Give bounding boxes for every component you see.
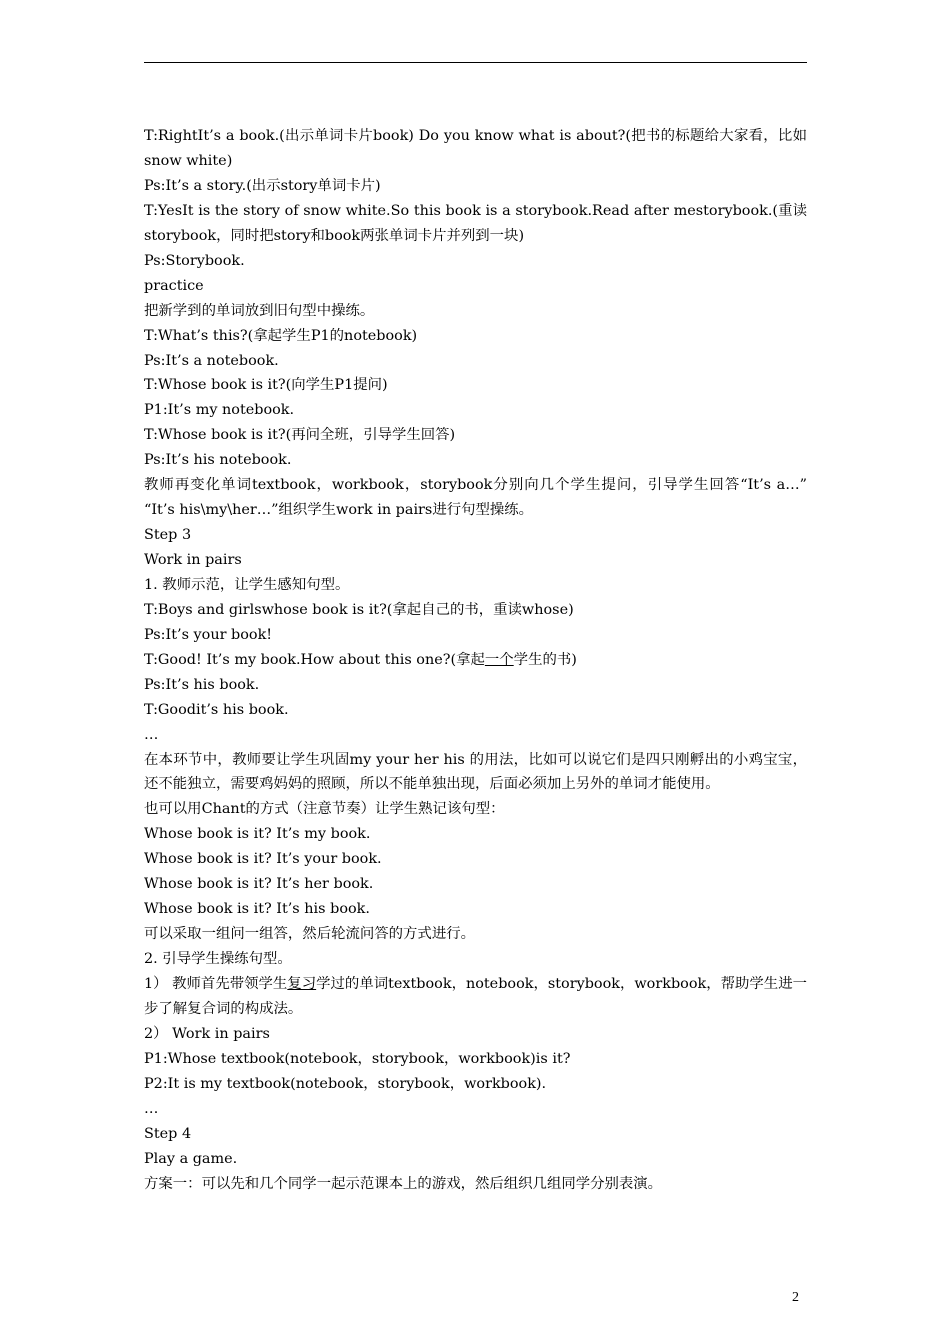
page-number: 2 <box>792 1290 799 1305</box>
section-heading: practice <box>144 277 204 294</box>
text-line: 可以采取一组问一组答，然后轮流问答的方式进行。 <box>144 926 475 943</box>
text-line: 1. 教师示范，让学生感知句型。 <box>144 576 350 593</box>
chant-line: Whose book is it? It’s her book. <box>144 876 374 893</box>
chant-line: Whose book is it? It’s his book. <box>144 901 370 918</box>
text-line: 2. 引导学生操练句型。 <box>144 951 292 968</box>
text-line: T:Boys and girlswhose book is it?(拿起自己的书，重读whose) <box>144 601 574 618</box>
header-rule <box>144 62 807 63</box>
text-line: 把新学到的单词放到旧句型中操练。 <box>144 302 375 319</box>
text-line: Work in pairs <box>144 552 242 569</box>
text-segment: 学过的单词textbook，notebook，storybook，workbook，帮助学生进一步了解复合词的构成法。 <box>144 976 807 1017</box>
step-heading: Step 4 <box>144 1125 192 1142</box>
text-line <box>144 648 807 673</box>
text-line: T:Goodit’s his book. <box>144 701 289 718</box>
text-line: 2） Work in pairs <box>144 1025 270 1042</box>
underlined-text: 一个 <box>484 651 514 668</box>
text-segment: 学生的书) <box>513 651 577 668</box>
text-segment: 1） 教师首先带领学生 <box>144 976 288 992</box>
text-line: Ps:It’s a notebook. <box>144 352 279 369</box>
text-line: T:YesIt is the story of snow white.So this book is a storybook.Read after mestorybook.(重读storybook，同时把story和book两张单词卡片并列到一块) <box>144 202 807 244</box>
text-segment: T:Good! It’s my book.How about this one?(拿起 <box>144 651 485 668</box>
text-line: T:What’s this?(拿起学生P1的notebook) <box>144 327 418 344</box>
text-line: Play a game. <box>144 1150 238 1167</box>
text-line: P1:It’s my notebook. <box>144 402 295 419</box>
document-body <box>144 124 807 1196</box>
text-line: T:Whose book is it?(再问全班，引导学生回答) <box>144 427 456 444</box>
text-line: Ps:It’s his notebook. <box>144 452 292 469</box>
underlined-text: 复习 <box>287 976 317 992</box>
text-line: 也可以用Chant的方式（注意节奏）让学生熟记该句型： <box>144 801 505 818</box>
text-line: Ps:It’s a story.(出示story单词卡片) <box>144 177 381 194</box>
text-line: 方案一：可以先和几个同学一起示范课本上的游戏，然后组织几组同学分别表演。 <box>144 1175 663 1192</box>
ellipsis: … <box>144 1100 159 1117</box>
chant-line: Whose book is it? It’s my book. <box>144 826 371 843</box>
text-line: T:RightIt’s a book.(出示单词卡片book) Do you know what is about?(把书的标题给大家看，比如 snow white) <box>144 128 807 169</box>
text-line: P2:It is my textbook(notebook，storybook，workbook). <box>144 1075 547 1092</box>
step-heading: Step 3 <box>144 527 192 544</box>
text-line: Ps:It’s your book! <box>144 626 273 643</box>
chant-line: Whose book is it? It’s your book. <box>144 851 382 868</box>
text-line: 在本环节中，教师要让学生巩固my your her his 的用法，比如可以说它们是四只刚孵出的小鸡宝宝，还不能独立，需要鸡妈妈的照顾，所以不能单独出现，后面必须加上另外的单词才能使用。 <box>144 751 807 793</box>
text-line: Ps:It’s his book. <box>144 676 260 693</box>
text-line: P1:Whose textbook(notebook，storybook，workbook)is it? <box>144 1050 571 1067</box>
text-line: T:Whose book is it?(向学生P1提问) <box>144 377 388 394</box>
ellipsis: … <box>144 726 159 743</box>
text-line <box>144 972 807 1022</box>
text-line: 教师再变化单词textbook，workbook，storybook分别向几个学生提问，引导学生回答“It’s a…” “It’s his\my\her…”组织学生work in pairs进行句型操练。 <box>144 477 807 519</box>
text-line: Ps:Storybook. <box>144 252 245 269</box>
